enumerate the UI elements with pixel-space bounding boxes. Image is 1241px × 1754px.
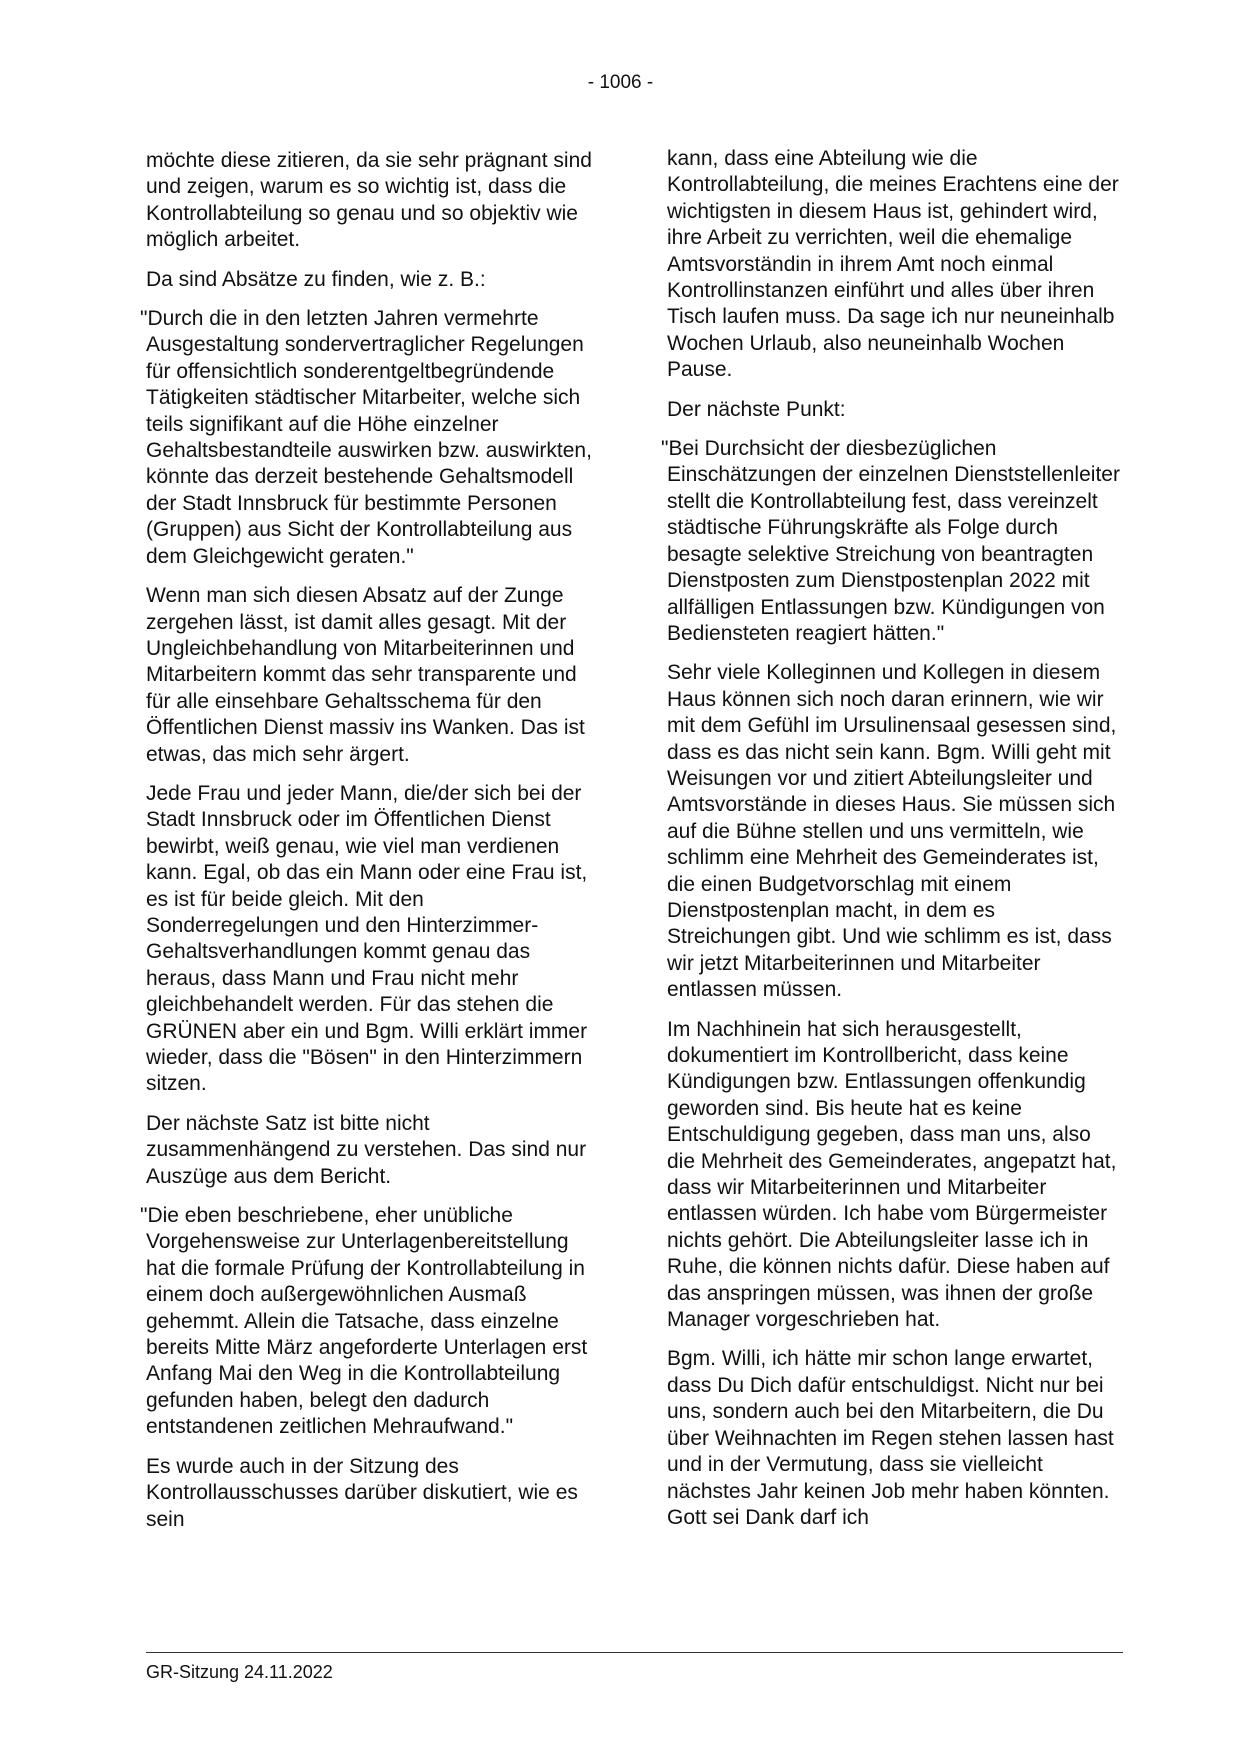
paragraph: Da sind Absätze zu finden, wie z. B.: — [146, 267, 486, 291]
paragraph: möchte diese zitieren, da sie sehr prägnant sind und zeigen, warum es so wichtig ist, dass die Kontrollabteilung so genau und so objektiv wie möglich arbeitet. — [146, 149, 592, 252]
quoted-paragraph: "Bei Durchsicht der diesbezüglichen Einschätzungen der einzelnen Dienststellenleiter stellt die Kontrollabteilung fest, dass vereinzelt städtische Führungskräfte als Folge durch besagte selektive Streichung von beantragten Dienstposten zum Dienstpostenplan 2022 mit allfälligen Entlassungen bzw. Kündigungen von Bediensteten reagiert hätten." — [661, 437, 1120, 645]
paragraph: Bgm. Willi, ich hätte mir schon lange erwartet, dass Du Dich dafür entschuldigst. Nicht nur bei uns, sondern auch bei den Mitarbeitern, die Du über Weihnachten im Regen stehen lassen hast und in der Vermutung, dass sie vielleicht nächstes Jahr keinen Job mehr haben könnten. Gott sei Dank darf ich — [667, 1347, 1114, 1529]
paragraph: Wenn man sich diesen Absatz auf der Zunge zergehen lässt, ist damit alles gesagt. Mit der Ungleichbehandlung von Mitarbeiterinnen und Mitarbeitern kommt das sehr transparente und für alle einsehbare Gehaltsschema für den Öffentlichen Dienst massiv ins Wanken. Das ist etwas, das mich sehr ärgert. — [146, 584, 585, 766]
quoted-paragraph: "Durch die in den letzten Jahren vermehrte Ausgestaltung sondervertraglicher Regelungen für offensichtlich sonderentgeltbegründende Tätigkeiten städtischer Mitarbeiter, welche sich teils signifikant auf die Höhe einzelner Gehaltsbestandteile auswirken bzw. auswirkten, könnte das derzeit bestehende Gehaltsmodell der Stadt Innsbruck für bestimmte Personen (Gruppen) aus Sicht der Kontrollabteilung aus dem Gleichgewicht geraten." — [140, 307, 592, 568]
left-text-column — [140, 148, 594, 1546]
paragraph: Jede Frau und jeder Mann, die/der sich bei der Stadt Innsbruck oder im Öffentlichen Dienst bewirbt, weiß genau, wie viel man verdienen kann. Egal, ob das ein Mann oder eine Frau ist, es ist für beide gleich. Mit den Sonderregelungen und den Hinterzimmer-Gehaltsverhandlungen kommt genau das heraus, dass Mann und Frau nicht mehr gleichbehandelt werden. Für das stehen die GRÜNEN aber ein und Bgm. Willi erklärt immer wieder, dass die "Bösen" in den Hinterzimmern sitzen. — [146, 781, 588, 1096]
page-number: - 1006 - — [587, 72, 654, 93]
footer-divider — [146, 1652, 1123, 1653]
paragraph: Im Nachhinein hat sich herausgestellt, dokumentiert im Kontrollbericht, dass keine Kündigungen bzw. Entlassungen offenkundig geworden sind. Bis heute hat es keine Entschuldigung gegeben, dass man uns, also die Mehrheit des Gemeinderates, angepatzt hat, dass wir Mitarbeiterinnen und Mitarbeiter entlassen würden. Ich habe vom Bürgermeister nichts gehört. Die Abteilungsleiter lasse ich in Ruhe, die können nichts dafür. Diese haben auf das anspringen müssen, was ihnen der große Manager vorgeschrieben hat. — [667, 1017, 1117, 1332]
paragraph: Der nächste Punkt: — [667, 397, 846, 421]
quoted-paragraph: "Die eben beschriebene, eher unübliche Vorgehensweise zur Unterlagenbereitstellung hat die formale Prüfung der Kontrollabteilung in einem doch außergewöhnlichen Ausmaß gehemmt. Allein die Tatsache, dass einzelne bereits Mitte März angeforderte Unterlagen erst Anfang Mai den Weg in die Kontrollabteilung gefunden haben, belegt den dadurch entstandenen zeitlichen Mehraufwand." — [140, 1204, 588, 1439]
paragraph: Es wurde auch in der Sitzung des Kontrollausschusses darüber diskutiert, wie es sein — [146, 1454, 578, 1531]
footer-session-label: GR-Sitzung 24.11.2022 — [146, 1662, 333, 1682]
paragraph: Der nächste Satz ist bitte nicht zusammenhängend zu verstehen. Das sind nur Auszüge aus dem Bericht. — [146, 1111, 587, 1188]
paragraph: kann, dass eine Abteilung wie die Kontrollabteilung, die meines Erachtens eine der wichtigsten in diesem Haus ist, gehindert wird, ihre Arbeit zu verrichten, weil die ehemalige Amtsvorständin in ihrem Amt noch einmal Kontrollinstanzen einführt und alles über ihren Tisch laufen muss. Da sage ich nur neuneinhalb Wochen Urlaub, also neuneinhalb Wochen Pause. — [667, 147, 1119, 382]
paragraph: Sehr viele Kolleginnen und Kollegen in diesem Haus können sich noch daran erinnern, wie wir mit dem Gefühl im Ursulinensaal gesessen sind, dass es das nicht sein kann. Bgm. Willi geht mit Weisungen vor und zitiert Abteilungsleiter und Amtsvorstände in dieses Haus. Sie müssen sich auf die Bühne stellen und uns vermitteln, wie schlimm eine Mehrheit des Gemeinderates ist, die einen Budgetvorschlag mit einem Dienstpostenplan macht, in dem es Streichungen gibt. Und wie schlimm es ist, dass wir jetzt Mitarbeiterinnen und Mitarbeiter entlassen müssen. — [667, 661, 1117, 1002]
right-text-column — [661, 146, 1123, 1544]
